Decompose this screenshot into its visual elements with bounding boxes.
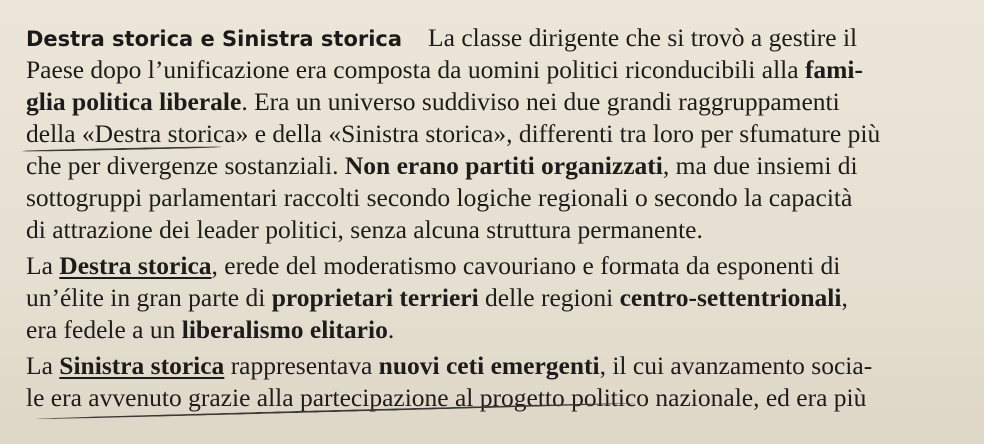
p1-line5-tail: , ma due insiemi di — [662, 151, 858, 180]
bold-sinistra-storica: Sinistra storica — [59, 351, 225, 380]
p2-line1-text: , erede del moderatismo cavouriano e formata da esponenti di — [211, 251, 841, 280]
p1-line1: La classe dirigente che si trovò a gestire il — [428, 23, 858, 52]
text-line-10 — [26, 314, 970, 346]
p1-line6-text: sottogruppi parlamentari raccolti secondo logiche regionali o secondo la capacità — [26, 183, 853, 212]
text-line-4 — [26, 118, 970, 150]
p1-line7-text: di attrazione dei leader politici, senza alcuna struttura permanente. — [26, 215, 703, 244]
text-line-12 — [26, 382, 970, 414]
p3-line1-mid: rappresentava — [224, 351, 379, 380]
bold-centro-settentrionali: centro-settentrionali — [619, 283, 842, 312]
text-line-2 — [26, 54, 970, 86]
p2-line2-start: un’élite in gran parte di — [26, 283, 272, 312]
p3-line2-text: le era avvenuto grazie alla partecipazione al progetto politico nazionale, ed era più — [26, 383, 867, 412]
p3-line1-start: La — [26, 351, 60, 380]
p1-line4-text: della «Destra storica» e della «Sinistra storica», differenti tra loro per sfumature più — [26, 119, 881, 148]
text-line-9 — [26, 282, 970, 314]
text-line-3 — [26, 86, 970, 118]
text-line-8 — [26, 250, 970, 282]
bold-partiti-organizzati: Non erano partiti organizzati — [344, 151, 663, 180]
bold-nuovi-ceti-emergenti: nuovi ceti emergenti — [378, 351, 600, 380]
p3-line1-tail: , il cui avanzamento socia- — [599, 351, 873, 380]
p1-line5-text: che per divergenze sostanziali. — [26, 151, 345, 180]
p1-line2-text: Paese dopo l’unificazione era composta da uomini politici riconducibili alla — [26, 55, 805, 84]
p2-line1-start: La — [26, 251, 60, 280]
text-line-1 — [26, 22, 970, 54]
bold-proprietari-terrieri: proprietari terrieri — [271, 283, 479, 312]
text-line-5 — [26, 150, 970, 182]
bold-destra-storica: Destra storica — [59, 251, 212, 280]
p2-line2-comma: , — [841, 283, 848, 312]
bold-liberalismo-elitario: liberalismo elitario — [181, 315, 388, 344]
bold-famiglia-part2: glia politica liberale — [26, 87, 242, 116]
p2-line3-period: . — [387, 315, 395, 344]
p1-line3-text: . Era un universo suddiviso nei due grandi raggruppamenti — [241, 87, 840, 116]
bold-famiglia-part1: fami- — [804, 55, 863, 84]
section-heading: Destra storica e Sinistra storica — [26, 27, 403, 51]
p2-line2-mid: delle regioni — [478, 283, 620, 312]
text-line-11 — [26, 350, 970, 382]
p2-line3-start: era fedele a un — [26, 315, 182, 344]
text-line-6 — [26, 182, 970, 214]
text-line-7 — [26, 214, 970, 246]
